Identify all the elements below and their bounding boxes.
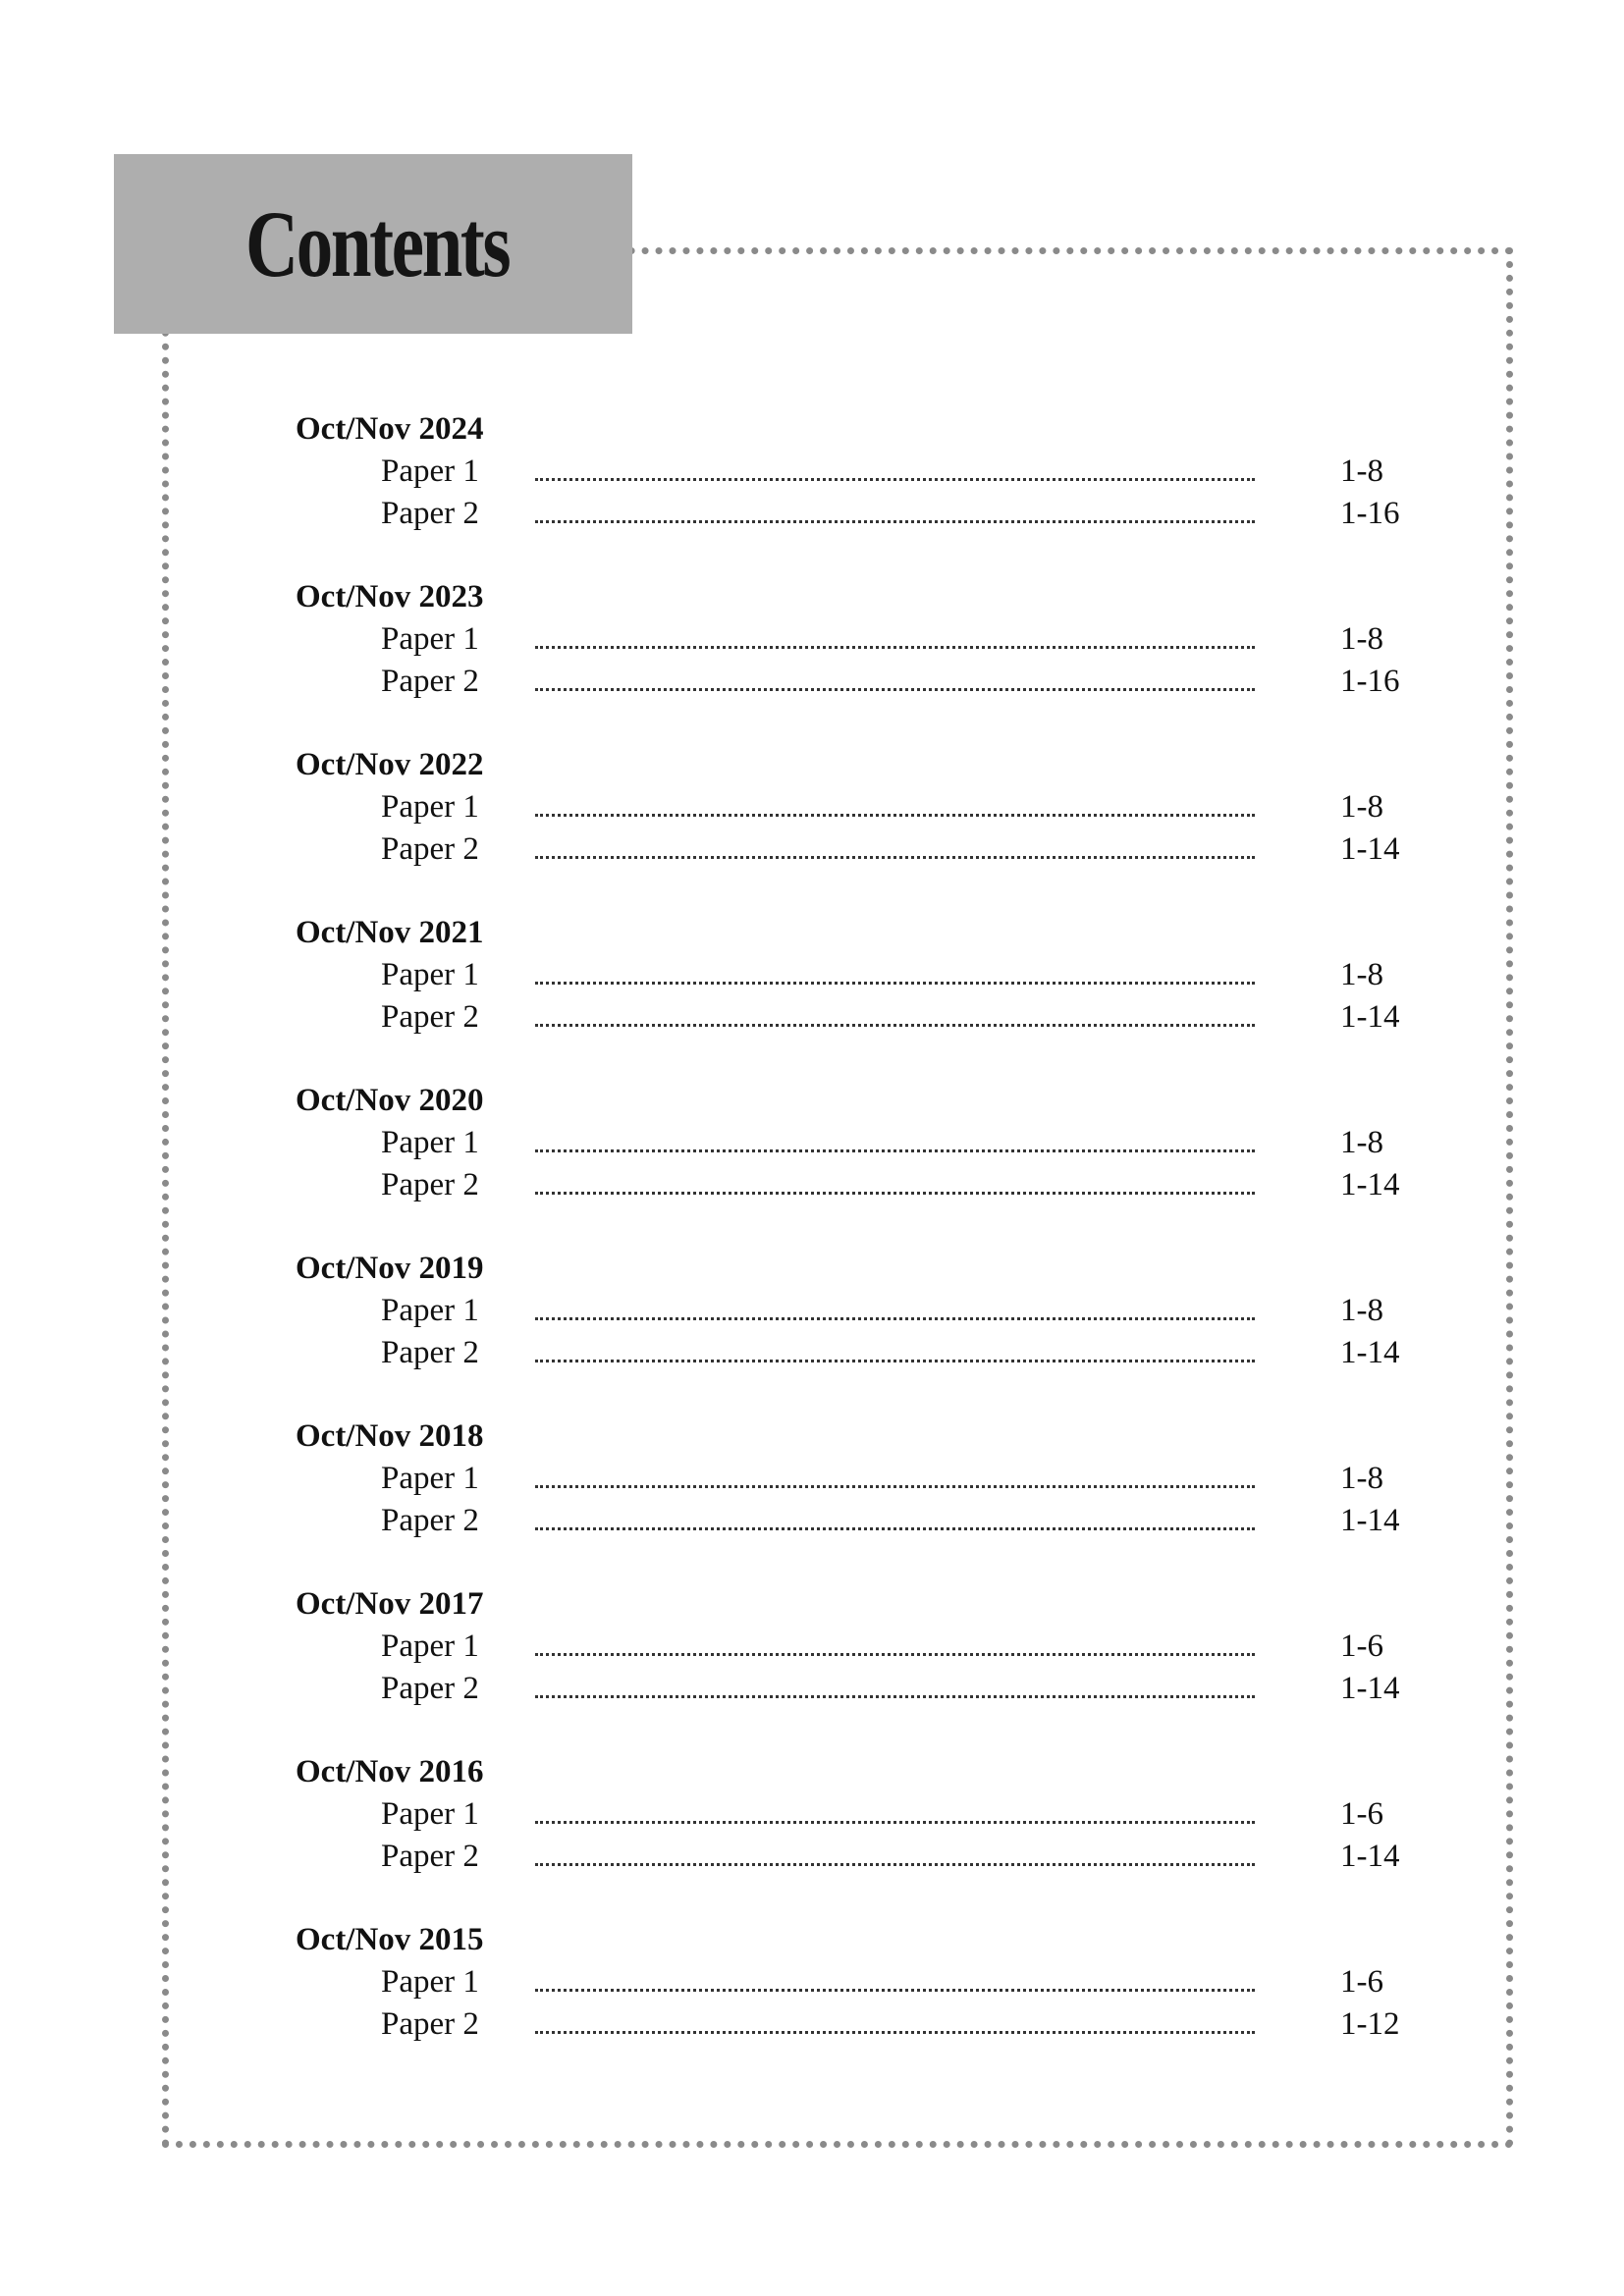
toc-entry[interactable] — [0, 1669, 1624, 1708]
entry-label: Paper 2 — [381, 1503, 479, 1538]
dot-leader — [535, 1863, 1255, 1866]
section-heading: Oct/Nov 2024 — [296, 411, 484, 447]
entry-page-range: 1-6 — [1340, 1964, 1383, 2000]
toc-entry[interactable] — [0, 1123, 1624, 1162]
toc-entry[interactable] — [0, 997, 1624, 1037]
entry-label: Paper 2 — [381, 2006, 479, 2042]
section-heading: Oct/Nov 2019 — [296, 1251, 484, 1286]
entry-label: Paper 2 — [381, 1671, 479, 1706]
entry-page-range: 1-14 — [1340, 999, 1400, 1035]
dot-leader — [535, 1527, 1255, 1530]
entry-page-range: 1-16 — [1340, 664, 1400, 699]
dot-leader — [535, 856, 1255, 859]
entry-page-range: 1-8 — [1340, 789, 1383, 825]
toc-entry[interactable] — [0, 1333, 1624, 1372]
entry-page-range: 1-8 — [1340, 1461, 1383, 1496]
toc-entry[interactable] — [0, 1501, 1624, 1540]
dot-leader — [535, 688, 1255, 691]
dot-leader — [535, 646, 1255, 649]
entry-label: Paper 2 — [381, 664, 479, 699]
dot-leader — [535, 1317, 1255, 1320]
entry-label: Paper 2 — [381, 1839, 479, 1874]
section-heading: Oct/Nov 2015 — [296, 1922, 484, 1957]
dot-leader — [535, 478, 1255, 481]
page-title: Contents — [245, 191, 510, 296]
entry-label: Paper 2 — [381, 999, 479, 1035]
entry-label: Paper 1 — [381, 621, 479, 657]
toc-entry[interactable] — [0, 452, 1624, 491]
section-heading: Oct/Nov 2023 — [296, 579, 484, 614]
entry-page-range: 1-14 — [1340, 1671, 1400, 1706]
entry-label: Paper 1 — [381, 1293, 479, 1328]
entry-page-range: 1-14 — [1340, 1839, 1400, 1874]
entry-page-range: 1-6 — [1340, 1629, 1383, 1664]
toc-entry[interactable] — [0, 787, 1624, 827]
entry-page-range: 1-14 — [1340, 1167, 1400, 1202]
entry-page-range: 1-14 — [1340, 1335, 1400, 1370]
dot-leader — [535, 814, 1255, 817]
entry-label: Paper 2 — [381, 496, 479, 531]
entry-label: Paper 1 — [381, 454, 479, 489]
dot-leader — [535, 1149, 1255, 1152]
entry-page-range: 1-14 — [1340, 1503, 1400, 1538]
toc-entry[interactable] — [0, 955, 1624, 994]
entry-page-range: 1-8 — [1340, 454, 1383, 489]
toc-entry[interactable] — [0, 1291, 1624, 1330]
entry-label: Paper 2 — [381, 1335, 479, 1370]
toc-entry[interactable] — [0, 494, 1624, 533]
entry-label: Paper 2 — [381, 831, 479, 867]
entry-label: Paper 1 — [381, 1796, 479, 1832]
toc-entry[interactable] — [0, 1627, 1624, 1666]
entry-page-range: 1-8 — [1340, 1293, 1383, 1328]
toc-entry[interactable] — [0, 619, 1624, 659]
entry-page-range: 1-8 — [1340, 621, 1383, 657]
entry-page-range: 1-16 — [1340, 496, 1400, 531]
dot-leader — [535, 1024, 1255, 1027]
dot-leader — [535, 982, 1255, 985]
dot-leader — [535, 1821, 1255, 1824]
entry-label: Paper 2 — [381, 1167, 479, 1202]
toc-entry[interactable] — [0, 1794, 1624, 1834]
section-heading: Oct/Nov 2016 — [296, 1754, 484, 1789]
section-heading: Oct/Nov 2018 — [296, 1418, 484, 1454]
entry-label: Paper 1 — [381, 1629, 479, 1664]
section-heading: Oct/Nov 2022 — [296, 747, 484, 782]
dot-leader — [535, 1485, 1255, 1488]
section-heading: Oct/Nov 2017 — [296, 1586, 484, 1622]
entry-page-range: 1-6 — [1340, 1796, 1383, 1832]
entry-page-range: 1-12 — [1340, 2006, 1400, 2042]
entry-page-range: 1-14 — [1340, 831, 1400, 867]
section-heading: Oct/Nov 2021 — [296, 915, 484, 950]
toc-entry[interactable] — [0, 662, 1624, 701]
dot-leader — [535, 2031, 1255, 2034]
entry-label: Paper 1 — [381, 957, 479, 992]
entry-label: Paper 1 — [381, 1125, 479, 1160]
entry-label: Paper 1 — [381, 1461, 479, 1496]
dot-leader — [535, 1192, 1255, 1195]
toc-entry[interactable] — [0, 1962, 1624, 2002]
entry-page-range: 1-8 — [1340, 1125, 1383, 1160]
dot-leader — [535, 1653, 1255, 1656]
toc-entry[interactable] — [0, 2004, 1624, 2044]
dot-leader — [535, 1989, 1255, 1992]
entry-label: Paper 1 — [381, 1964, 479, 2000]
entry-label: Paper 1 — [381, 789, 479, 825]
toc-entry[interactable] — [0, 1459, 1624, 1498]
toc-entry[interactable] — [0, 829, 1624, 869]
entry-page-range: 1-8 — [1340, 957, 1383, 992]
section-heading: Oct/Nov 2020 — [296, 1083, 484, 1118]
toc-entry[interactable] — [0, 1837, 1624, 1876]
dot-leader — [535, 1360, 1255, 1362]
toc-entry[interactable] — [0, 1165, 1624, 1204]
dot-leader — [535, 1695, 1255, 1698]
dot-leader — [535, 520, 1255, 523]
